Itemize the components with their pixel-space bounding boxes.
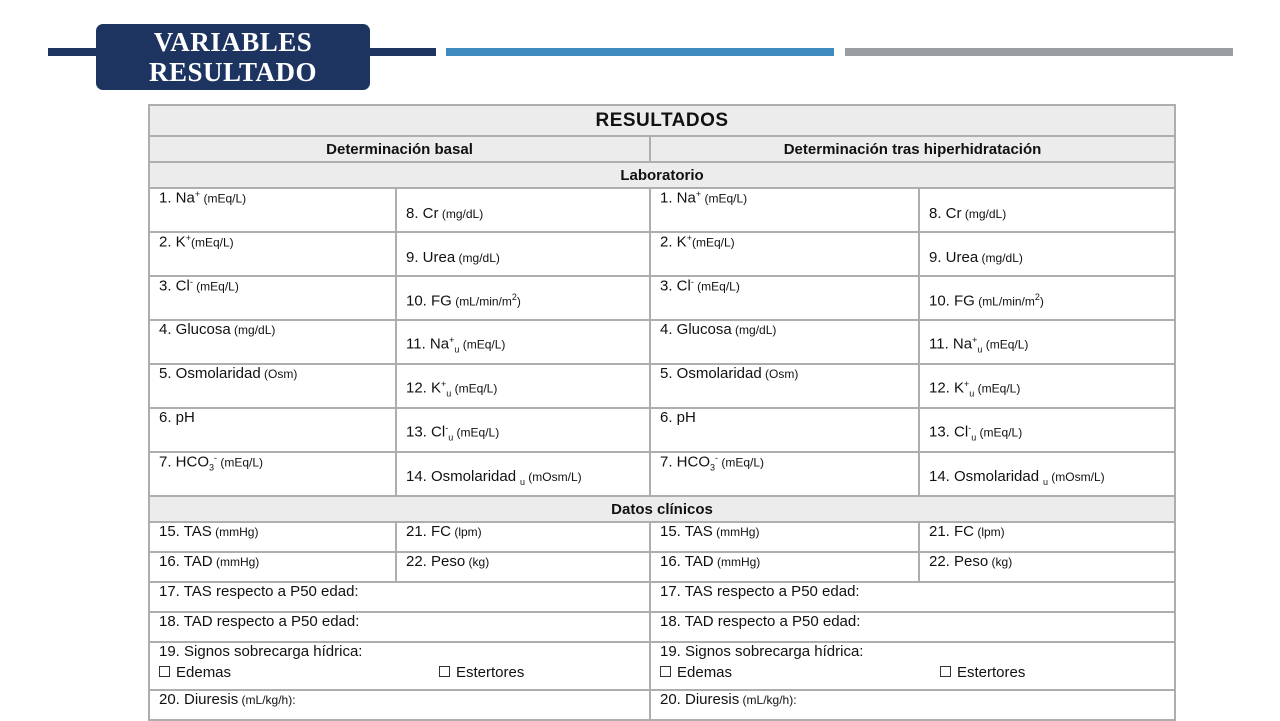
field-ph-hyper[interactable]: 6. pH xyxy=(650,408,919,452)
field-tas-p50-hyper[interactable]: 17. TAS respecto a P50 edad: xyxy=(650,582,1175,612)
field-tad-basal[interactable]: 16. TAD (mmHg) xyxy=(149,552,396,582)
field-k-urine-basal[interactable]: 12. $K^+_u$ (mEq/L) xyxy=(396,364,650,408)
field-tas-p50-basal[interactable]: 17. TAS respecto a P50 edad: xyxy=(149,582,650,612)
field-osmolaridad-basal[interactable]: 5. Osmolaridad (Osm) xyxy=(149,364,396,408)
section-clinical: Datos clínicos xyxy=(149,496,1175,522)
slide-title-line2: RESULTADO xyxy=(148,57,318,87)
field-k-basal[interactable]: 2. K+(mEq/L) xyxy=(149,232,396,276)
field-fg-hyper[interactable]: 10. FG $(mL/\min/m^2)$ xyxy=(919,276,1175,320)
field-osmolaridad-urine-basal[interactable]: 14. Osmolaridad $_u$ (mOsm/L) xyxy=(396,452,650,496)
field-na-hyper[interactable]: 1. Na+ (mEq/L) xyxy=(650,188,919,232)
results-table xyxy=(148,104,1176,721)
field-na-urine-basal[interactable]: 11. $Na^+_u$ (mEq/L) xyxy=(396,320,650,364)
slide-title xyxy=(96,24,370,90)
header-bar-navy-right xyxy=(360,48,436,56)
header-bar-gray xyxy=(845,48,1233,56)
checkbox-estertores-basal[interactable]: Estertores xyxy=(439,664,524,681)
field-diuresis-basal[interactable]: 20. Diuresis (mL/kg/h): xyxy=(149,690,650,720)
field-tad-hyper[interactable]: 16. TAD (mmHg) xyxy=(650,552,919,582)
header-bar-blue xyxy=(446,48,834,56)
field-cl-urine-hyper[interactable]: 13. $Cl^-_u$ (mEq/L) xyxy=(919,408,1175,452)
checkbox-icon xyxy=(159,666,170,677)
field-k-hyper[interactable]: 2. K+(mEq/L) xyxy=(650,232,919,276)
field-fc-hyper[interactable]: 21. FC (lpm) xyxy=(919,522,1175,552)
field-peso-basal[interactable]: 22. Peso (kg) xyxy=(396,552,650,582)
field-fg-basal[interactable]: 10. FG $(mL/\min/m^2)$ xyxy=(396,276,650,320)
field-tas-basal[interactable]: 15. TAS (mmHg) xyxy=(149,522,396,552)
checkbox-icon xyxy=(940,666,951,677)
checkbox-edemas-hyper[interactable]: Edemas xyxy=(660,664,940,681)
field-tad-p50-hyper[interactable]: 18. TAD respecto a P50 edad: xyxy=(650,612,1175,642)
field-na-basal[interactable]: 1. Na+ (mEq/L) xyxy=(149,188,396,232)
field-na-urine-hyper[interactable]: 11. $Na^+_u$ (mEq/L) xyxy=(919,320,1175,364)
form-title: RESULTADOS xyxy=(149,105,1175,136)
field-glucosa-basal[interactable]: 4. Glucosa (mg/dL) xyxy=(149,320,396,364)
section-laboratory: Laboratorio xyxy=(149,162,1175,188)
field-fc-basal[interactable]: 21. FC (lpm) xyxy=(396,522,650,552)
field-ph-basal[interactable]: 6. pH xyxy=(149,408,396,452)
field-hco3-hyper[interactable]: 7. $HCO_3^-$ (mEq/L) xyxy=(650,452,919,496)
field-hco3-basal[interactable]: 7. $HCO_3^-$ (mEq/L) xyxy=(149,452,396,496)
field-urea-hyper[interactable]: 9. Urea (mg/dL) xyxy=(919,232,1175,276)
field-cl-basal[interactable]: 3. Cl- (mEq/L) xyxy=(149,276,396,320)
results-form xyxy=(148,104,1174,708)
field-tad-p50-basal[interactable]: 18. TAD respecto a P50 edad: xyxy=(149,612,650,642)
column-header-hyperhydration: Determinación tras hiperhidratación xyxy=(650,136,1175,162)
signos-label: 19. Signos sobrecarga hídrica: xyxy=(660,643,864,660)
checkbox-icon xyxy=(439,666,450,677)
field-diuresis-hyper[interactable]: 20. Diuresis (mL/kg/h): xyxy=(650,690,1175,720)
field-signos-basal xyxy=(149,642,650,690)
signos-label: 19. Signos sobrecarga hídrica: xyxy=(159,643,363,660)
field-peso-hyper[interactable]: 22. Peso (kg) xyxy=(919,552,1175,582)
column-header-basal: Determinación basal xyxy=(149,136,650,162)
slide-title-line1: VARIABLES xyxy=(153,27,313,57)
field-urea-basal[interactable]: 9. Urea (mg/dL) xyxy=(396,232,650,276)
field-cr-hyper[interactable]: 8. Cr (mg/dL) xyxy=(919,188,1175,232)
field-cr-basal[interactable]: 8. Cr (mg/dL) xyxy=(396,188,650,232)
field-cl-hyper[interactable]: 3. Cl- (mEq/L) xyxy=(650,276,919,320)
field-glucosa-hyper[interactable]: 4. Glucosa (mg/dL) xyxy=(650,320,919,364)
field-osmolaridad-urine-hyper[interactable]: 14. Osmolaridad $_u$ (mOsm/L) xyxy=(919,452,1175,496)
checkbox-edemas-basal[interactable]: Edemas xyxy=(159,664,439,681)
field-osmolaridad-hyper[interactable]: 5. Osmolaridad (Osm) xyxy=(650,364,919,408)
checkbox-estertores-hyper[interactable]: Estertores xyxy=(940,664,1025,681)
checkbox-icon xyxy=(660,666,671,677)
field-k-urine-hyper[interactable]: 12. $K^+_u$ (mEq/L) xyxy=(919,364,1175,408)
field-cl-urine-basal[interactable]: 13. $Cl^-_u$ (mEq/L) xyxy=(396,408,650,452)
field-tas-hyper[interactable]: 15. TAS (mmHg) xyxy=(650,522,919,552)
field-signos-hyper xyxy=(650,642,1175,690)
